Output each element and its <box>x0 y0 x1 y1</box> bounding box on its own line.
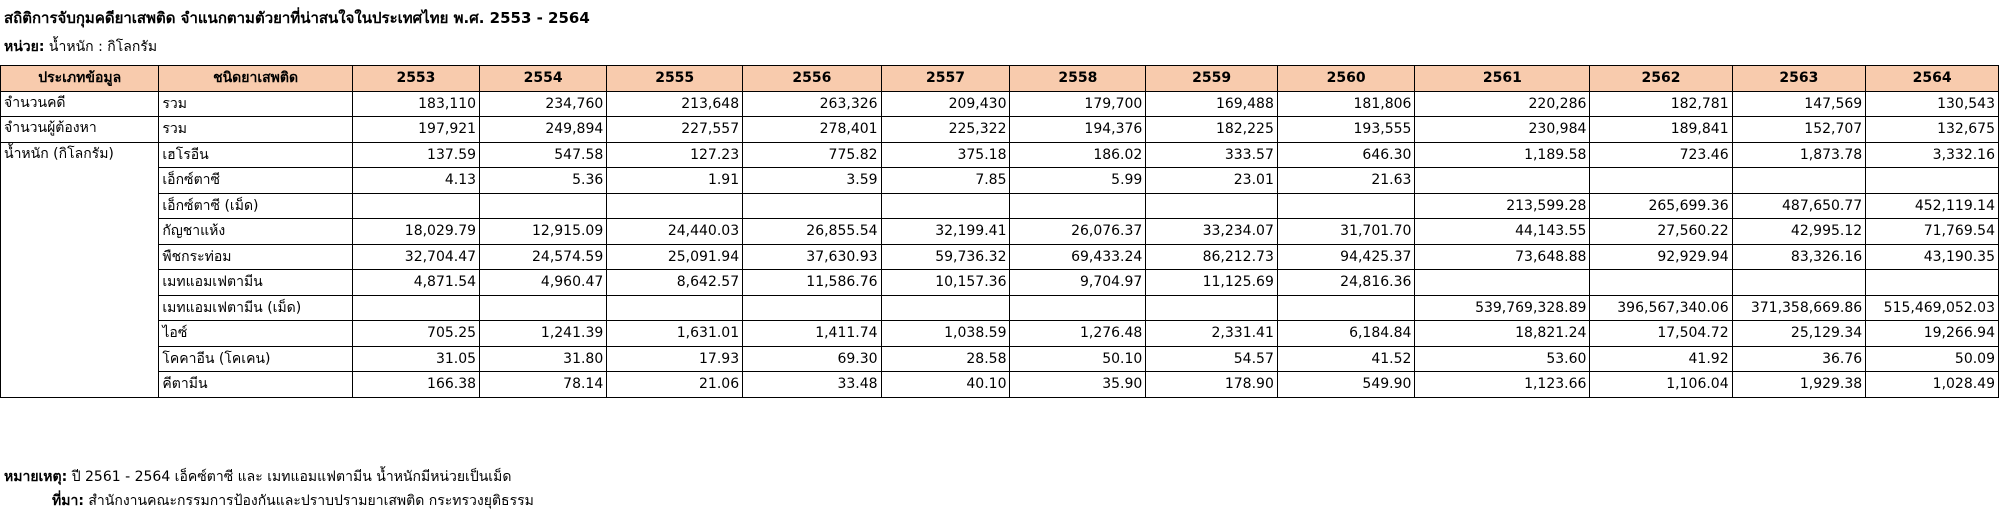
drug-type-cell: รวม <box>159 91 352 117</box>
footnote-label: หมายเหตุ: <box>4 469 68 485</box>
source-text: สำนักงานคณะกรรมการป้องกันและปราบปรามยาเสพติด กระทรวงยุติธรรม <box>88 493 534 509</box>
value-cell: 53.60 <box>1415 346 1590 372</box>
value-cell: 189,841 <box>1590 117 1732 143</box>
value-cell: 278,401 <box>743 117 881 143</box>
value-cell: 24,574.59 <box>480 244 607 270</box>
value-cell: 186.02 <box>1010 142 1146 168</box>
table-row <box>1 117 1999 143</box>
value-cell: 4,871.54 <box>352 270 479 296</box>
value-cell: 35.90 <box>1010 372 1146 398</box>
value-cell: 3.59 <box>743 168 881 194</box>
value-cell: 181,806 <box>1277 91 1415 117</box>
value-cell: 69.30 <box>743 346 881 372</box>
header-year: 2563 <box>1732 66 1866 92</box>
header-row <box>1 66 1999 92</box>
value-cell: 73,648.88 <box>1415 244 1590 270</box>
value-cell: 130,543 <box>1866 91 1999 117</box>
value-cell: 37,630.93 <box>743 244 881 270</box>
value-cell: 25,091.94 <box>607 244 743 270</box>
value-cell: 220,286 <box>1415 91 1590 117</box>
value-cell: 18,821.24 <box>1415 321 1590 347</box>
header-year: 2560 <box>1277 66 1415 92</box>
value-cell <box>1277 193 1415 219</box>
value-cell <box>607 193 743 219</box>
header-year: 2562 <box>1590 66 1732 92</box>
value-cell: 646.30 <box>1277 142 1415 168</box>
value-cell: 227,557 <box>607 117 743 143</box>
value-cell: 375.18 <box>881 142 1010 168</box>
value-cell: 2,331.41 <box>1146 321 1278 347</box>
table-row <box>1 91 1999 117</box>
value-cell <box>1732 270 1866 296</box>
value-cell: 1,189.58 <box>1415 142 1590 168</box>
value-cell <box>1415 168 1590 194</box>
statistics-table <box>0 65 1999 398</box>
value-cell <box>1590 168 1732 194</box>
value-cell: 41.52 <box>1277 346 1415 372</box>
value-cell: 1,241.39 <box>480 321 607 347</box>
value-cell: 69,433.24 <box>1010 244 1146 270</box>
value-cell: 31.80 <box>480 346 607 372</box>
value-cell <box>1590 270 1732 296</box>
value-cell: 1,873.78 <box>1732 142 1866 168</box>
unit-value: น้ำหนัก : กิโลกรัม <box>48 39 158 55</box>
header-year: 2557 <box>881 66 1010 92</box>
value-cell: 11,125.69 <box>1146 270 1278 296</box>
table-row <box>1 346 1999 372</box>
value-cell: 18,029.79 <box>352 219 479 245</box>
value-cell: 1,276.48 <box>1010 321 1146 347</box>
value-cell: 32,704.47 <box>352 244 479 270</box>
table-row <box>1 372 1999 398</box>
header-year: 2559 <box>1146 66 1278 92</box>
value-cell: 83,326.16 <box>1732 244 1866 270</box>
value-cell: 4,960.47 <box>480 270 607 296</box>
value-cell: 182,225 <box>1146 117 1278 143</box>
value-cell: 43,190.35 <box>1866 244 1999 270</box>
header-year: 2556 <box>743 66 881 92</box>
value-cell: 547.58 <box>480 142 607 168</box>
drug-type-cell: เอ็กซ์ตาซี <box>159 168 352 194</box>
value-cell: 92,929.94 <box>1590 244 1732 270</box>
value-cell: 137.59 <box>352 142 479 168</box>
value-cell: 166.38 <box>352 372 479 398</box>
value-cell: 78.14 <box>480 372 607 398</box>
value-cell: 9,704.97 <box>1010 270 1146 296</box>
value-cell: 12,915.09 <box>480 219 607 245</box>
value-cell: 54.57 <box>1146 346 1278 372</box>
table-row <box>1 142 1999 168</box>
header-category: ประเภทข้อมูล <box>1 66 159 92</box>
value-cell: 1,123.66 <box>1415 372 1590 398</box>
drug-type-cell: พืชกระท่อม <box>159 244 352 270</box>
value-cell <box>743 295 881 321</box>
value-cell <box>1010 295 1146 321</box>
value-cell: 234,760 <box>480 91 607 117</box>
value-cell: 152,707 <box>1732 117 1866 143</box>
value-cell: 6,184.84 <box>1277 321 1415 347</box>
value-cell: 24,440.03 <box>607 219 743 245</box>
header-year: 2561 <box>1415 66 1590 92</box>
value-cell: 723.46 <box>1590 142 1732 168</box>
value-cell <box>352 193 479 219</box>
source-label: ที่มา: <box>52 493 84 509</box>
source-line <box>52 490 534 512</box>
value-cell: 36.76 <box>1732 346 1866 372</box>
value-cell: 33.48 <box>743 372 881 398</box>
value-cell: 7.85 <box>881 168 1010 194</box>
value-cell: 25,129.34 <box>1732 321 1866 347</box>
value-cell <box>1146 193 1278 219</box>
value-cell: 59,736.32 <box>881 244 1010 270</box>
value-cell: 41.92 <box>1590 346 1732 372</box>
drug-type-cell: รวม <box>159 117 352 143</box>
value-cell: 132,675 <box>1866 117 1999 143</box>
drug-type-cell: เมทแอมเฟตามีน <box>159 270 352 296</box>
value-cell: 169,488 <box>1146 91 1278 117</box>
value-cell: 86,212.73 <box>1146 244 1278 270</box>
value-cell: 40.10 <box>881 372 1010 398</box>
table-row <box>1 193 1999 219</box>
value-cell: 225,322 <box>881 117 1010 143</box>
unit-line <box>4 36 157 58</box>
value-cell: 213,648 <box>607 91 743 117</box>
value-cell: 333.57 <box>1146 142 1278 168</box>
value-cell: 27,560.22 <box>1590 219 1732 245</box>
table-row <box>1 295 1999 321</box>
table-body <box>1 91 1999 397</box>
value-cell: 26,855.54 <box>743 219 881 245</box>
value-cell: 31,701.70 <box>1277 219 1415 245</box>
value-cell: 50.09 <box>1866 346 1999 372</box>
unit-label: หน่วย: <box>4 39 45 55</box>
value-cell: 1.91 <box>607 168 743 194</box>
value-cell <box>480 295 607 321</box>
value-cell <box>881 295 1010 321</box>
value-cell: 230,984 <box>1415 117 1590 143</box>
value-cell <box>1010 193 1146 219</box>
value-cell <box>1146 295 1278 321</box>
footnote <box>4 466 511 488</box>
value-cell: 28.58 <box>881 346 1010 372</box>
value-cell: 182,781 <box>1590 91 1732 117</box>
value-cell: 8,642.57 <box>607 270 743 296</box>
value-cell: 183,110 <box>352 91 479 117</box>
drug-type-cell: เมทแอมเฟตามีน (เม็ด) <box>159 295 352 321</box>
value-cell <box>1277 295 1415 321</box>
page-title: สถิติการจับกุมคดียาเสพติด จำแนกตามตัวยาที่น่าสนใจในประเทศไทย พ.ศ. 2553 - 2564 <box>4 9 590 27</box>
value-cell: 1,106.04 <box>1590 372 1732 398</box>
value-cell: 71,769.54 <box>1866 219 1999 245</box>
value-cell: 515,469,052.03 <box>1866 295 1999 321</box>
value-cell: 31.05 <box>352 346 479 372</box>
value-cell: 549.90 <box>1277 372 1415 398</box>
value-cell <box>480 193 607 219</box>
footnote-text: ปี 2561 - 2564 เอ็คซ์ตาซี และ เมทแอมแฟตามีน น้ำหนักมีหน่วยเป็นเม็ด <box>71 469 512 485</box>
table-row <box>1 219 1999 245</box>
value-cell: 32,199.41 <box>881 219 1010 245</box>
value-cell: 23.01 <box>1146 168 1278 194</box>
value-cell: 263,326 <box>743 91 881 117</box>
value-cell: 147,569 <box>1732 91 1866 117</box>
value-cell: 17.93 <box>607 346 743 372</box>
value-cell <box>1866 168 1999 194</box>
value-cell <box>743 193 881 219</box>
value-cell: 4.13 <box>352 168 479 194</box>
value-cell: 705.25 <box>352 321 479 347</box>
value-cell: 3,332.16 <box>1866 142 1999 168</box>
value-cell: 21.06 <box>607 372 743 398</box>
table-row <box>1 168 1999 194</box>
drug-type-cell: ไอซ์ <box>159 321 352 347</box>
category-cell: จำนวนคดี <box>1 91 159 117</box>
value-cell: 209,430 <box>881 91 1010 117</box>
value-cell: 1,028.49 <box>1866 372 1999 398</box>
header-year: 2558 <box>1010 66 1146 92</box>
value-cell: 5.36 <box>480 168 607 194</box>
value-cell <box>1415 270 1590 296</box>
value-cell: 539,769,328.89 <box>1415 295 1590 321</box>
drug-type-cell: กัญชาแห้ง <box>159 219 352 245</box>
category-cell: จำนวนผู้ต้องหา <box>1 117 159 143</box>
table-row <box>1 270 1999 296</box>
value-cell: 33,234.07 <box>1146 219 1278 245</box>
drug-type-cell: เอ็กซ์ตาซี (เม็ด) <box>159 193 352 219</box>
value-cell: 19,266.94 <box>1866 321 1999 347</box>
table-row <box>1 321 1999 347</box>
value-cell: 1,631.01 <box>607 321 743 347</box>
drug-type-cell: โคคาอีน (โคเคน) <box>159 346 352 372</box>
drug-type-cell: คีตามีน <box>159 372 352 398</box>
value-cell: 26,076.37 <box>1010 219 1146 245</box>
value-cell: 17,504.72 <box>1590 321 1732 347</box>
value-cell: 94,425.37 <box>1277 244 1415 270</box>
value-cell <box>1732 168 1866 194</box>
value-cell <box>881 193 1010 219</box>
value-cell: 396,567,340.06 <box>1590 295 1732 321</box>
value-cell: 179,700 <box>1010 91 1146 117</box>
value-cell: 42,995.12 <box>1732 219 1866 245</box>
table-row <box>1 244 1999 270</box>
value-cell: 775.82 <box>743 142 881 168</box>
header-year: 2553 <box>352 66 479 92</box>
value-cell: 1,411.74 <box>743 321 881 347</box>
value-cell: 487,650.77 <box>1732 193 1866 219</box>
value-cell <box>607 295 743 321</box>
value-cell: 193,555 <box>1277 117 1415 143</box>
value-cell: 178.90 <box>1146 372 1278 398</box>
value-cell: 197,921 <box>352 117 479 143</box>
value-cell: 265,699.36 <box>1590 193 1732 219</box>
category-cell: น้ำหนัก (กิโลกรัม) <box>1 142 159 397</box>
value-cell: 127.23 <box>607 142 743 168</box>
value-cell: 50.10 <box>1010 346 1146 372</box>
value-cell: 194,376 <box>1010 117 1146 143</box>
value-cell: 44,143.55 <box>1415 219 1590 245</box>
value-cell: 5.99 <box>1010 168 1146 194</box>
value-cell: 21.63 <box>1277 168 1415 194</box>
value-cell <box>352 295 479 321</box>
value-cell: 1,038.59 <box>881 321 1010 347</box>
drug-type-cell: เฮโรอีน <box>159 142 352 168</box>
value-cell: 11,586.76 <box>743 270 881 296</box>
header-drug-type: ชนิดยาเสพติด <box>159 66 352 92</box>
value-cell: 371,358,669.86 <box>1732 295 1866 321</box>
table-header <box>1 66 1999 92</box>
value-cell: 10,157.36 <box>881 270 1010 296</box>
value-cell <box>1866 270 1999 296</box>
value-cell: 213,599.28 <box>1415 193 1590 219</box>
value-cell: 452,119.14 <box>1866 193 1999 219</box>
value-cell: 1,929.38 <box>1732 372 1866 398</box>
header-year: 2555 <box>607 66 743 92</box>
header-year: 2564 <box>1866 66 1999 92</box>
header-year: 2554 <box>480 66 607 92</box>
value-cell: 24,816.36 <box>1277 270 1415 296</box>
value-cell: 249,894 <box>480 117 607 143</box>
